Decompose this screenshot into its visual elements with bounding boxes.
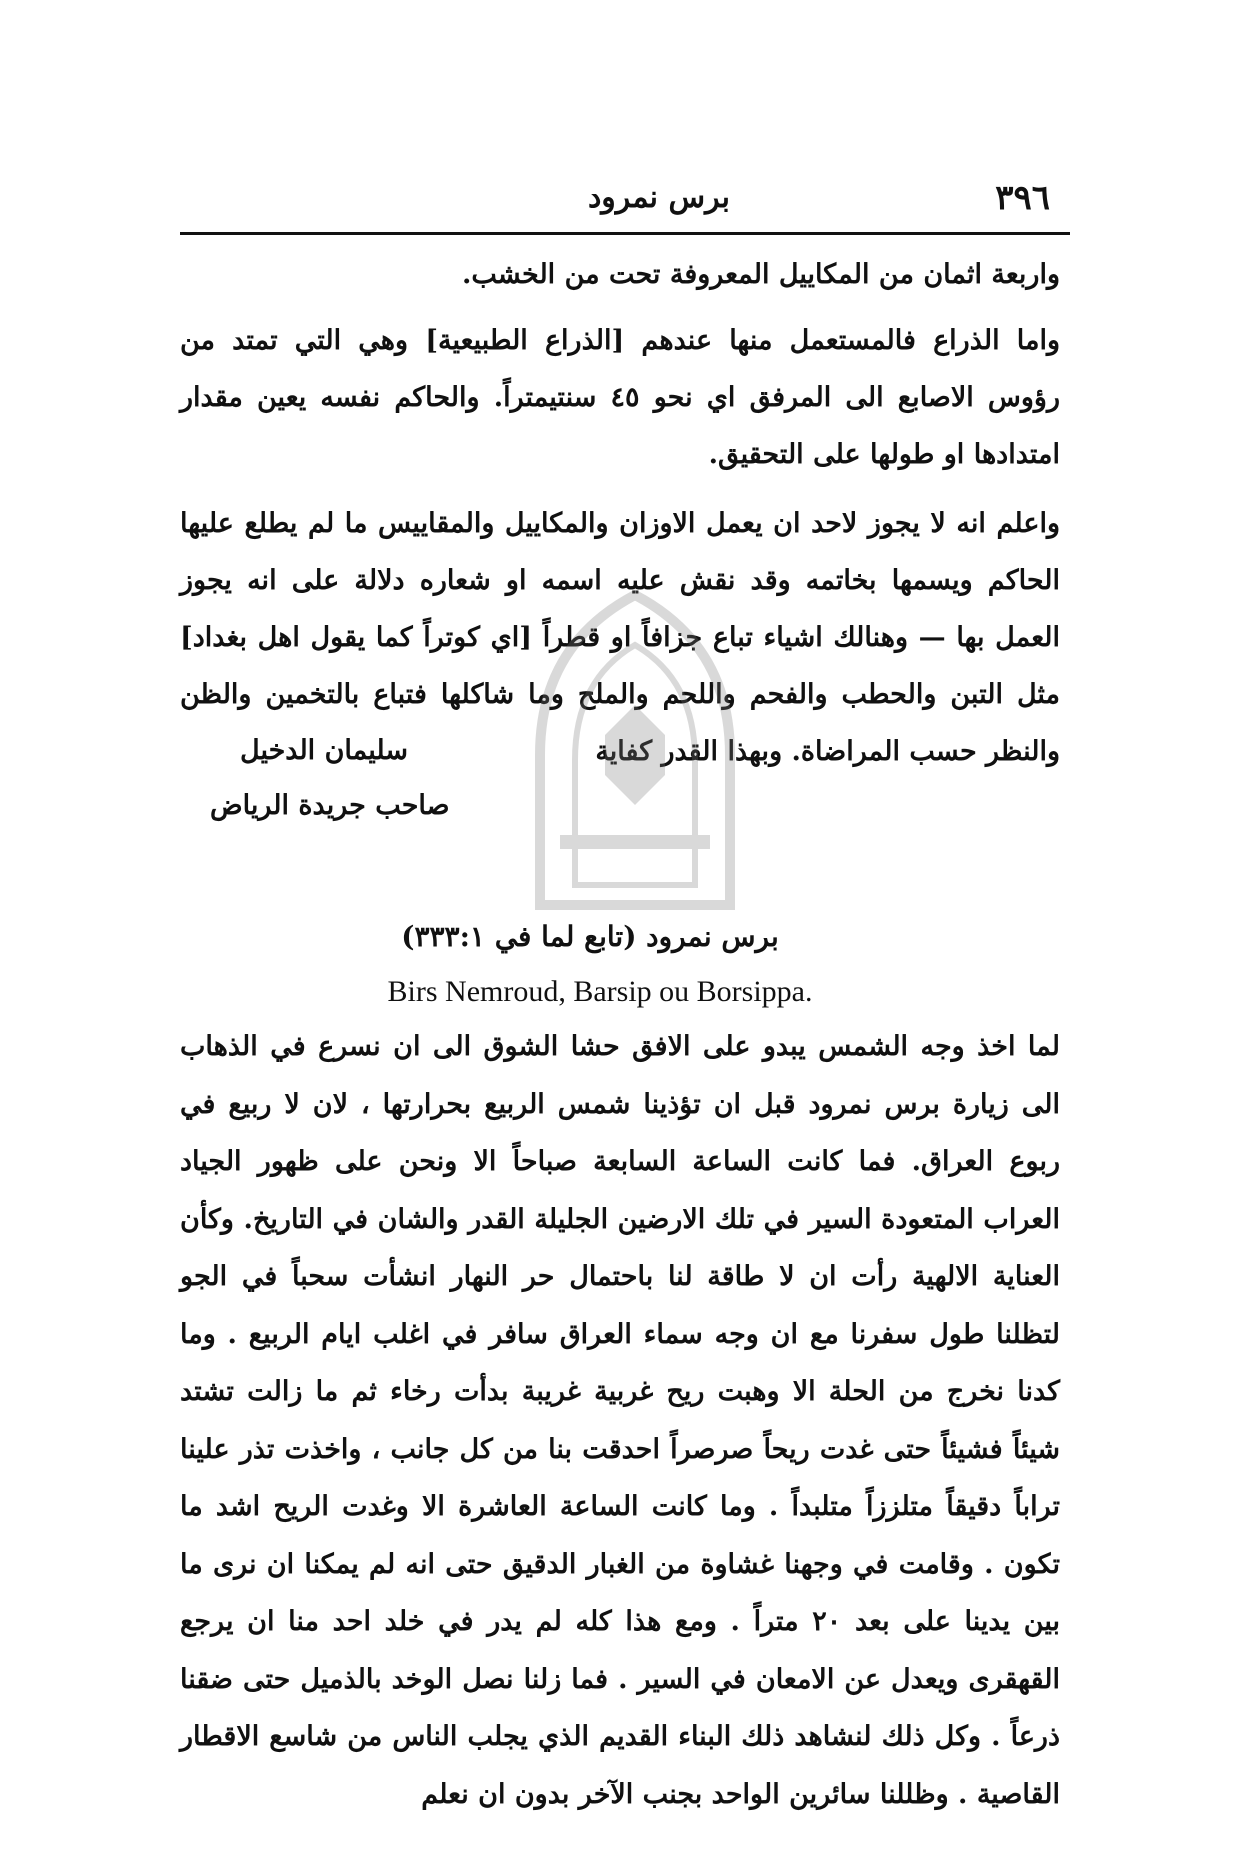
signature-title: صاحب جريدة الرياض	[210, 790, 450, 821]
library-seal-watermark	[520, 585, 750, 915]
signature-name: سليمان الدخيل	[240, 735, 408, 766]
running-title: برس نمرود	[587, 180, 730, 215]
section-heading: برس نمرود (تابع لما في ٣٣٣:١)	[401, 920, 779, 953]
section-body-text: لما اخذ وجه الشمس يبدو على الافق حشا الشوق الى ان نسرع في الذهاب الى زيارة برس نمرود قبل ان تؤذينا شمس الربيع بحرارتها ، لان لا ربيع في ربوع العراق. فما كانت الساعة السابعة صباحاً الا ونحن على ظهور الجياد العراب المتعودة السير في تلك الارضين الجليلة القدر والشان في التاريخ. وكأن العناية الالهية رأت ان لا طاقة لنا باحتمال حر النهار انشأت سحباً في الجو لتظلنا طول سفرنا مع ان وجه سماء العراق سافر في اغلب ايام الربيع . وما كدنا نخرج من الحلة الا وهبت ريح غربية غريبة بدأت رخاء ثم ما زالت تشتد شيئاً فشيئاً حتى غدت ريحاً صرصراً احدقت بنا من كل جانب ، واخذت تذر علينا تراباً دقيقاً متلززاً متلبداً . وما كانت الساعة العاشرة الا وغدت الريح اشد ما تكون . وقامت في وجهنا غشاوة من الغبار الدقيق حتى انه لم يمكنا ان نرى ما بين يدينا على بعد ٢٠ متراً . ومع هذا كله لم يدر في خلد احد منا ان يرجع القهقرى ويعدل عن الامعان في السير . فما زلنا نصل الوخد بالذميل حتى ضقنا ذرعاً . وكل ذلك لنشاهد ذلك البناء القديم الذي يجلب الناس من شاسع الاقطار القاصية . وظللنا سائرين الواحد بجنب الآخر بدون ان نعلم	[180, 1031, 1061, 1810]
header-rule	[180, 232, 1070, 235]
page-number: ٣٩٦	[995, 178, 1050, 218]
section-subtitle: Birs Nemroud, Barsip ou Borsippa.	[387, 975, 813, 1008]
paragraph-regulation: واعلم انه لا يجوز لاحد ان يعمل الاوزان والمكاييل والمقاييس ما لم يطلع عليها الحاكم ويسمها بخاتمه وقد نقش عليه اسمه او شعاره دلالة على انه يجوز العمل بها — وهنالك اشياء تباع جزافاً او قطراً [اي كوتراً كما يقول اهل بغداد] مثل التبن والحطب والفحم واللحم والملح وما شاكلها فتباع بالتخمين والظن والنظر حسب المراضاة. وبهذا القدر كفاية	[180, 508, 1060, 767]
paragraph-cubit: واما الذراع فالمستعمل منها عندهم [الذراع الطبيعية] وهي التي تمتد من رؤوس الاصابع الى المرفق اي نحو ٤٥ سنتيمتراً. والحاكم نفسه يعين مقدار امتدادها او طولها على التحقيق.	[180, 325, 1060, 470]
running-head	[190, 178, 1060, 228]
paragraph-weights: واربعة اثمان من المكاييل المعروفة تحت من الخشب.	[462, 259, 1060, 290]
